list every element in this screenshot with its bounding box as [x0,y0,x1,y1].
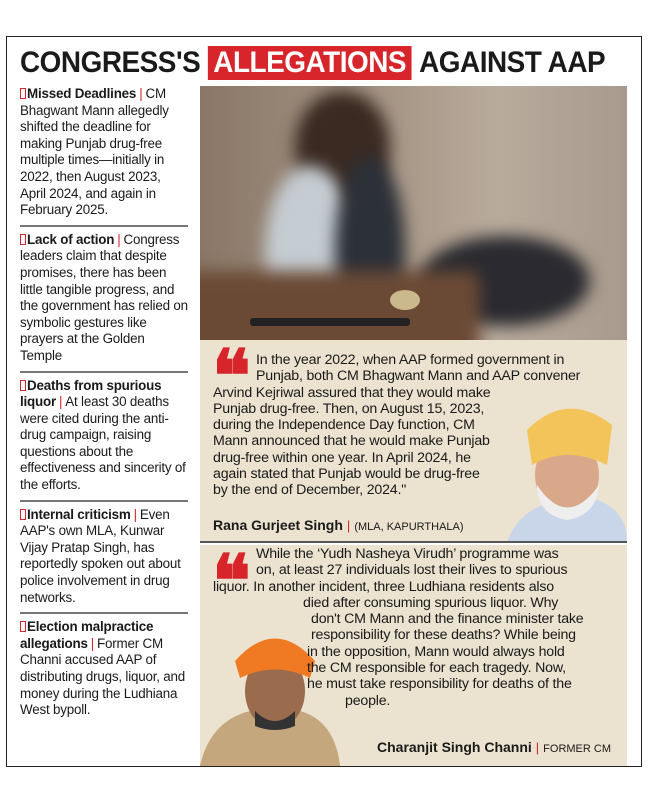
allegation-item: Election malpractice allegations | Former CM Channi accused AAP of distributing drugs, liquor, and money during the Ludhiana West bypoll. [20,619,186,718]
rana-gurjeet-singh-portrait [487,390,627,543]
quote-text-cont: liquor. In another incident, three Ludhiana residents also [213,578,554,595]
quote-text: While the ‘Yudh Nasheya Virudh’ programme was on, at least 27 individuals lost their lives to spurious [256,546,568,579]
allegation-item: Deaths from spurious liquor | At least 30 deaths were cited during the anti-drug campaign, raising questions about the effectiveness and sincerity of the efforts. [20,378,188,502]
headline-part2: AGAINST AAP [419,46,606,79]
headline [20,46,605,80]
quote-byline: Charanjit Singh Channi | FORMER CM [377,739,611,755]
allegation-text: CM Bhagwant Mann allegedly shifted the deadline for making Punjab drug-free multiple times—initially in 2022, then August 2023, April 2024, and again in February 2025. [20,86,169,218]
quote-mark-icon: ❝ [212,340,251,418]
allegation-item: Missed Deadlines | CM Bhagwant Mann allegedly shifted the deadline for making Punjab drug-free multiple times—initially in 2022, then August 2023, April 2024, and again in February 2025. [20,86,188,227]
bullet-box-icon [20,88,26,99]
allegation-heading: Internal criticism [27,506,131,522]
drug-addict-photo [200,86,627,340]
allegation-text: Former CM Channi accused AAP of distributing drugs, liquor, and money during the Ludhiana West bypoll. [20,635,186,718]
bullet-box-icon [20,621,26,632]
quote-text-cont: in the opposition, Mann would always hold the CM responsible for each tragedy. Now, he must take responsibility for deaths of the [307,643,572,693]
speaker-role: (MLA, KAPURTHALA) [354,521,464,533]
quote-text-cont: died after consuming spurious liquor. Why [303,594,559,611]
quote-text-cont: don't CM Mann and the finance minister take responsibility for these deaths? While being [311,611,584,644]
allegation-text: Even AAP's own MLA, Kunwar Vijay Pratap Singh, has reportedly spoken out about police involvement in drug networks. [20,506,181,605]
quote-charanjit-singh-channi [200,545,627,766]
allegation-heading: Election malpractice allegations [20,619,154,651]
bullet-box-icon [20,234,26,245]
allegation-item: Lack of action | Congress leaders claim that despite promises, there has been little tangible progress, and the government has relied on symbolic gestures like prayers at the Golden Temple [20,232,188,373]
speaker-role: FORMER CM [543,743,611,755]
quote-text-cont: Arvind Kejriwal assured that they would make Punjab drug-free. Then, on August 15, 2023, during the Independence Day function, CM Mann announced that he would make Punjab drug-free within one year. In April 2024, he again stated that Punjab would be drug-free by the end of December, 2024." [213,384,491,499]
allegation-text: Congress leaders claim that despite promises, there has been little tangible progress, and the government has relied on symbolic gestures like prayers at the Golden Temple [20,231,188,363]
allegation-item: Internal criticism | Even AAP's own MLA, Kunwar Vijay Pratap Singh, has reportedly spoken out about police involvement in drug networks. [20,507,188,615]
headline-part1: CONGRESS'S [20,46,201,79]
bullet-box-icon [20,380,26,391]
quote-text: In the year 2022, when AAP formed government in Punjab, both CM Bhagwant Mann and AAP convener [256,352,581,385]
quote-byline: Rana Gurjeet Singh | (MLA, KAPURTHALA) [213,517,464,533]
speaker-name: Rana Gurjeet Singh [213,517,343,533]
headline-highlight: ALLEGATIONS [208,46,412,80]
quote-mark-icon: ❝ [212,545,251,623]
bullet-box-icon [20,509,26,520]
quote-text-cont: people. [345,692,391,709]
allegation-text: At least 30 deaths were cited during the anti-drug campaign, raising questions about the effectiveness and sincerity of the efforts. [20,394,186,493]
allegation-heading: Deaths from spurious liquor [20,377,162,410]
quote-rana-gurjeet-singh [200,340,627,543]
allegation-heading: Lack of action [27,231,115,247]
allegation-heading: Missed Deadlines [27,86,137,101]
speaker-name: Charanjit Singh Channi [377,739,532,755]
allegations-list [20,86,188,730]
